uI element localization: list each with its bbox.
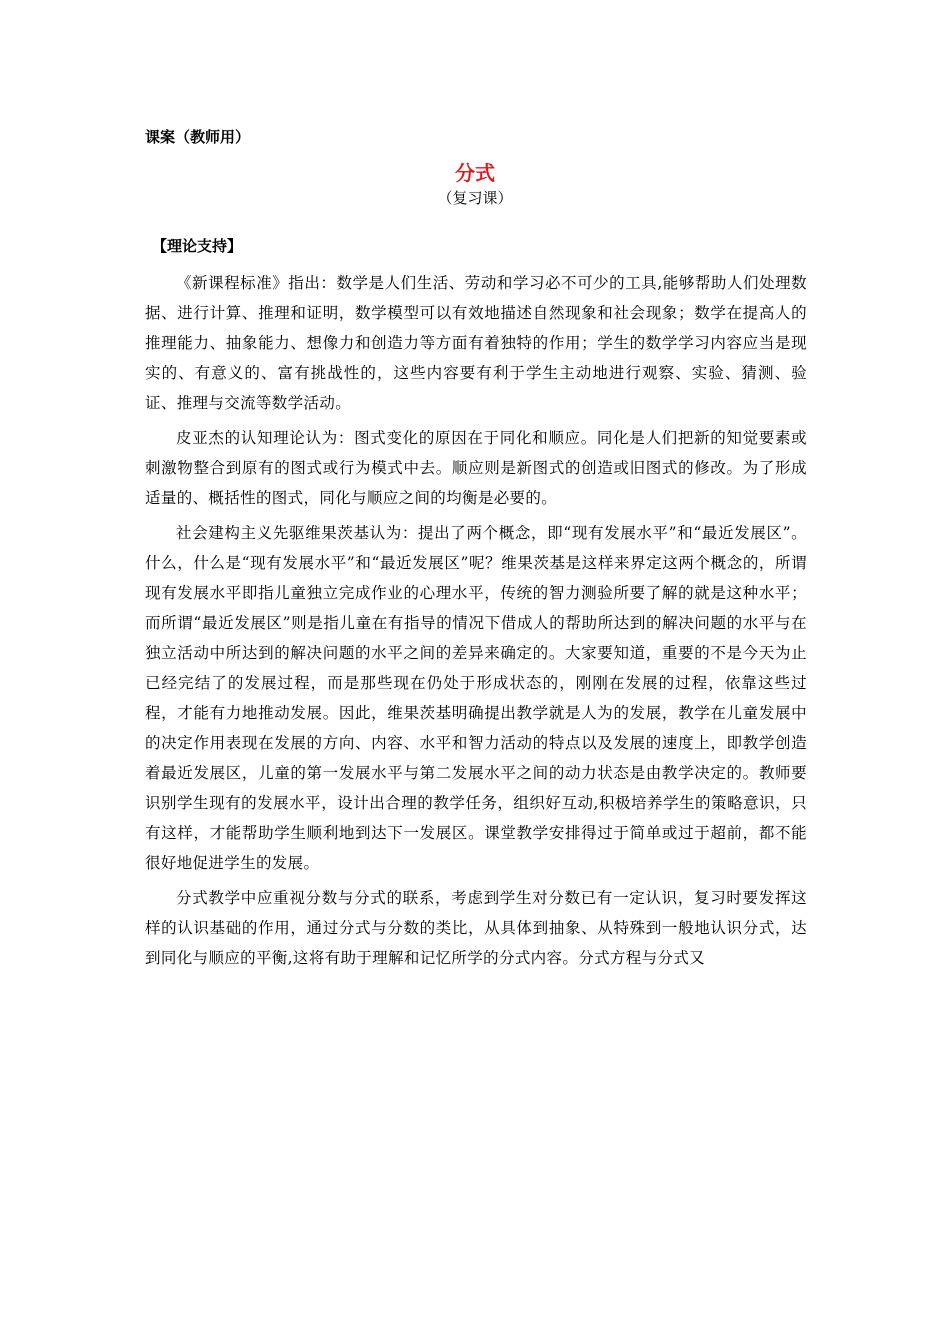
paragraph-vygotsky-theory: 社会建构主义先驱维果茨基认为：提出了两个概念，即“现有发展水平”和“最近发展区”。什么，什么是“现有发展水平”和“最近发展区”呢？维果茨基是这样来界定这两个概念的，所谓现有发展水平即指儿童独立完成作业的心理水平，传统的智力测验所要了解的就是这种水平；而所谓“最近发展区”则是指儿童在有指导的情况下借成人的帮助所达到的解决问题的水平与在独立活动中所达到的解决问题的水平之间的差异来确定的。大家要知道，重要的不是今天为止已经完结了的发展过程，而是那些现在仍处于形成状态的，刚刚在发展的过程，依靠这些过程，才能有力地推动发展。因此，维果茨基明确提出教学就是人为的发展，教学在儿童发展中的决定作用表现在发展的方向、内容、水平和智力活动的特点以及发展的速度上，即教学创造着最近发展区，儿童的第一发展水平与第二发展水平之间的动力状态是由教学决定的。教师要识别学生现有的发展水平，设计出合理的教学任务，组织好互动,积极培养学生的策略意识，只有这样，才能帮助学生顺利地到达下一发展区。课堂教学安排得过于简单或过于超前，都不能很好地促进学生的发展。 <box>145 524 807 872</box>
lesson-subtitle: （复习课） <box>437 189 513 207</box>
paragraph-fraction-teaching: 分式教学中应重视分数与分式的联系，考虑到学生对分数已有一定认识，复习时要发挥这样的认识基础的作用，通过分式与分数的类比，从具体到抽象、从特殊到一般地认识分式，达到同化与顺应的平衡,这将有助于理解和记忆所学的分式内容。分式方程与分式又 <box>145 889 807 967</box>
document-type-label: 课案（教师用） <box>145 128 251 146</box>
section-body <box>145 268 807 978</box>
section-heading-theory-support: 【理论支持】 <box>152 237 243 255</box>
paragraph-piaget-theory: 皮亚杰的认知理论认为：图式变化的原因在于同化和顺应。同化是人们把新的知觉要素或刺激物整合到原有的图式或行为模式中去。顺应则是新图式的创造或旧图式的修改。为了形成适量的、概括性的图式，同化与顺应之间的均衡是必要的。 <box>145 429 807 507</box>
paragraph-curriculum-standard: 《新课程标准》指出：数学是人们生活、劳动和学习必不可少的工具,能够帮助人们处理数据、进行计算、推理和证明，数学模型可以有效地描述自然现象和社会现象；数学在提高人的推理能力、抽象能力、想像力和创造力等方面有着独特的作用；学生的数学学习内容应当是现实的、有意义的、富有挑战性的，这些内容要有利于学生主动地进行观察、实验、猜测、验证、推理与交流等数学活动。 <box>145 274 807 412</box>
lesson-title: 分式 <box>455 161 495 185</box>
